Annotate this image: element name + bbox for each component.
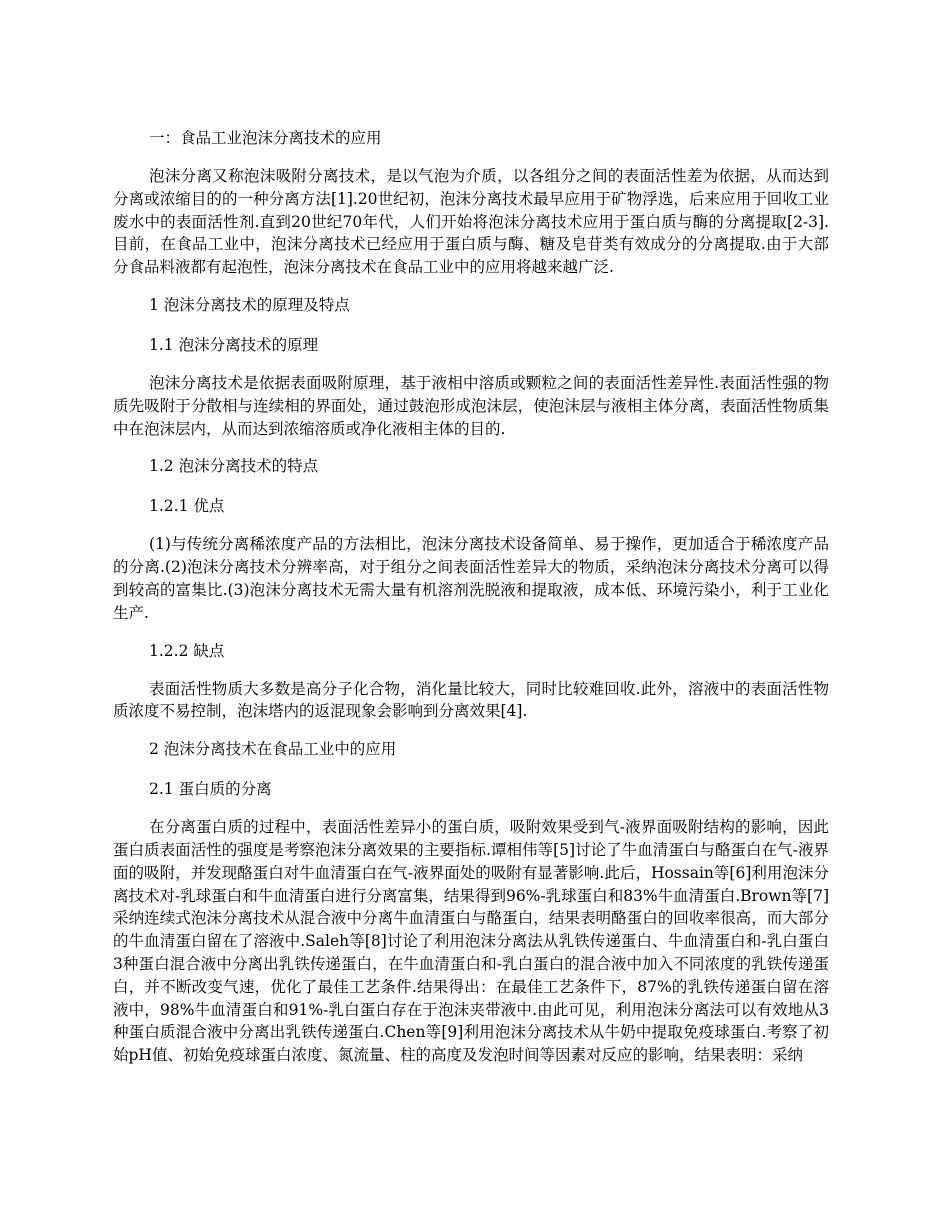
section-heading-1-2-2: 1.2.2 缺点: [149, 641, 225, 660]
section-heading-2-1: 2.1 蛋白质的分离: [149, 780, 272, 799]
advantages-paragraph: (1)与传统分离稀浓度产品的方法相比，泡沫分离技术设备简单、易于操作，更加适合于稀浓度产品的分离.(2)泡沫分离技术分辨率高，对于组分之间表面活性差异大的物质，采纳泡沫分离技术分离可以得到较高的富集比.(3)泡沫分离技术无需大量有机溶剂洗脱液和提取液，成本低、环境污染小，利于工业化生产.: [113, 535, 829, 622]
protein-paragraph: 在分离蛋白质的过程中，表面活性差异小的蛋白质，吸附效果受到气-液界面吸附结构的影响，因此蛋白质表面活性的强度是考察泡沫分离效果的主要指标.谭相伟等[5]讨论了牛血清蛋白与酪蛋白在气-液界面的吸附，并发现酪蛋白对牛血清蛋白在气-液界面处的吸附有显著影响.此后，Hossain等[6]利用泡沫分离技术对-乳球蛋白和牛血清蛋白进行分离富集，结果得到96%-乳球蛋白和83%牛血清蛋白.Brown等[7]采纳连续式泡沫分离技术从混合液中分离牛血清蛋白与酪蛋白，结果表明酪蛋白的回收率很高，而大部分的牛血清蛋白留在了溶液中.Saleh等[8]讨论了利用泡沫分离法从乳铁传递蛋白、牛血清蛋白和-乳白蛋白3种蛋白混合液中分离出乳铁传递蛋白，在牛血清蛋白和-乳白蛋白的混合液中加入不同浓度的乳铁传递蛋白，并不断改变气速，优化了最佳工艺条件.结果得出：在最佳工艺条件下，87%的乳铁传递蛋白留在溶液中，98%牛血清蛋白和91%-乳白蛋白存在于泡沫夹带液中.由此可见，利用泡沫分离法可以有效地从3种蛋白质混合液中分离出乳铁传递蛋白.Chen等[9]利用泡沫分离技术从牛奶中提取免疫球蛋白.考察了初始pH值、初始免疫球蛋白浓度、氮流量、柱的高度及发泡时间等因素对反应的影响，结果表明：采纳: [113, 818, 829, 1065]
section-heading-1: 1 泡沫分离技术的原理及特点: [149, 295, 350, 314]
document-page: [113, 125, 829, 1080]
section-heading-1-1: 1.1 泡沫分离技术的原理: [149, 335, 319, 354]
intro-paragraph: 泡沫分离又称泡沫吸附分离技术，是以气泡为介质，以各组分之间的表面活性差为依据，从而达到分离或浓缩目的的一种分离方法[1].20世纪初，泡沫分离技术最早应用于矿物浮选，后来应用于回收工业废水中的表面活性剂.直到20世纪70年代，人们开始将泡沫分离技术应用于蛋白质与酶的分离提取[2-3].目前，在食品工业中，泡沫分离技术已经应用于蛋白质与酶、糖及皂苷类有效成分的分离提取.由于大部分食品料液都有起泡性，泡沫分离技术在食品工业中的应用将越来越广泛.: [113, 167, 829, 277]
section-heading-2: 2 泡沫分离技术在食品工业中的应用: [149, 740, 397, 759]
disadvantages-paragraph: 表面活性物质大多数是高分子化合物，消化量比较大，同时比较难回收.此外，溶液中的表面活性物质浓度不易控制，泡沫塔内的返混现象会影响到分离效果[4].: [113, 679, 829, 721]
section-heading-1-2: 1.2 泡沫分离技术的特点: [149, 457, 319, 476]
section-heading-intro: 一：食品工业泡沫分离技术的应用: [149, 129, 382, 147]
section-heading-1-2-1: 1.2.1 优点: [149, 497, 225, 516]
principle-paragraph: 泡沫分离技术是依据表面吸附原理，基于液相中溶质或颗粒之间的表面活性差异性.表面活性强的物质先吸附于分散相与连续相的界面处，通过鼓泡形成泡沫层，使泡沫层与液相主体分离，表面活性物质集中在泡沫层内，从而达到浓缩溶质或净化液相主体的目的.: [113, 373, 829, 438]
